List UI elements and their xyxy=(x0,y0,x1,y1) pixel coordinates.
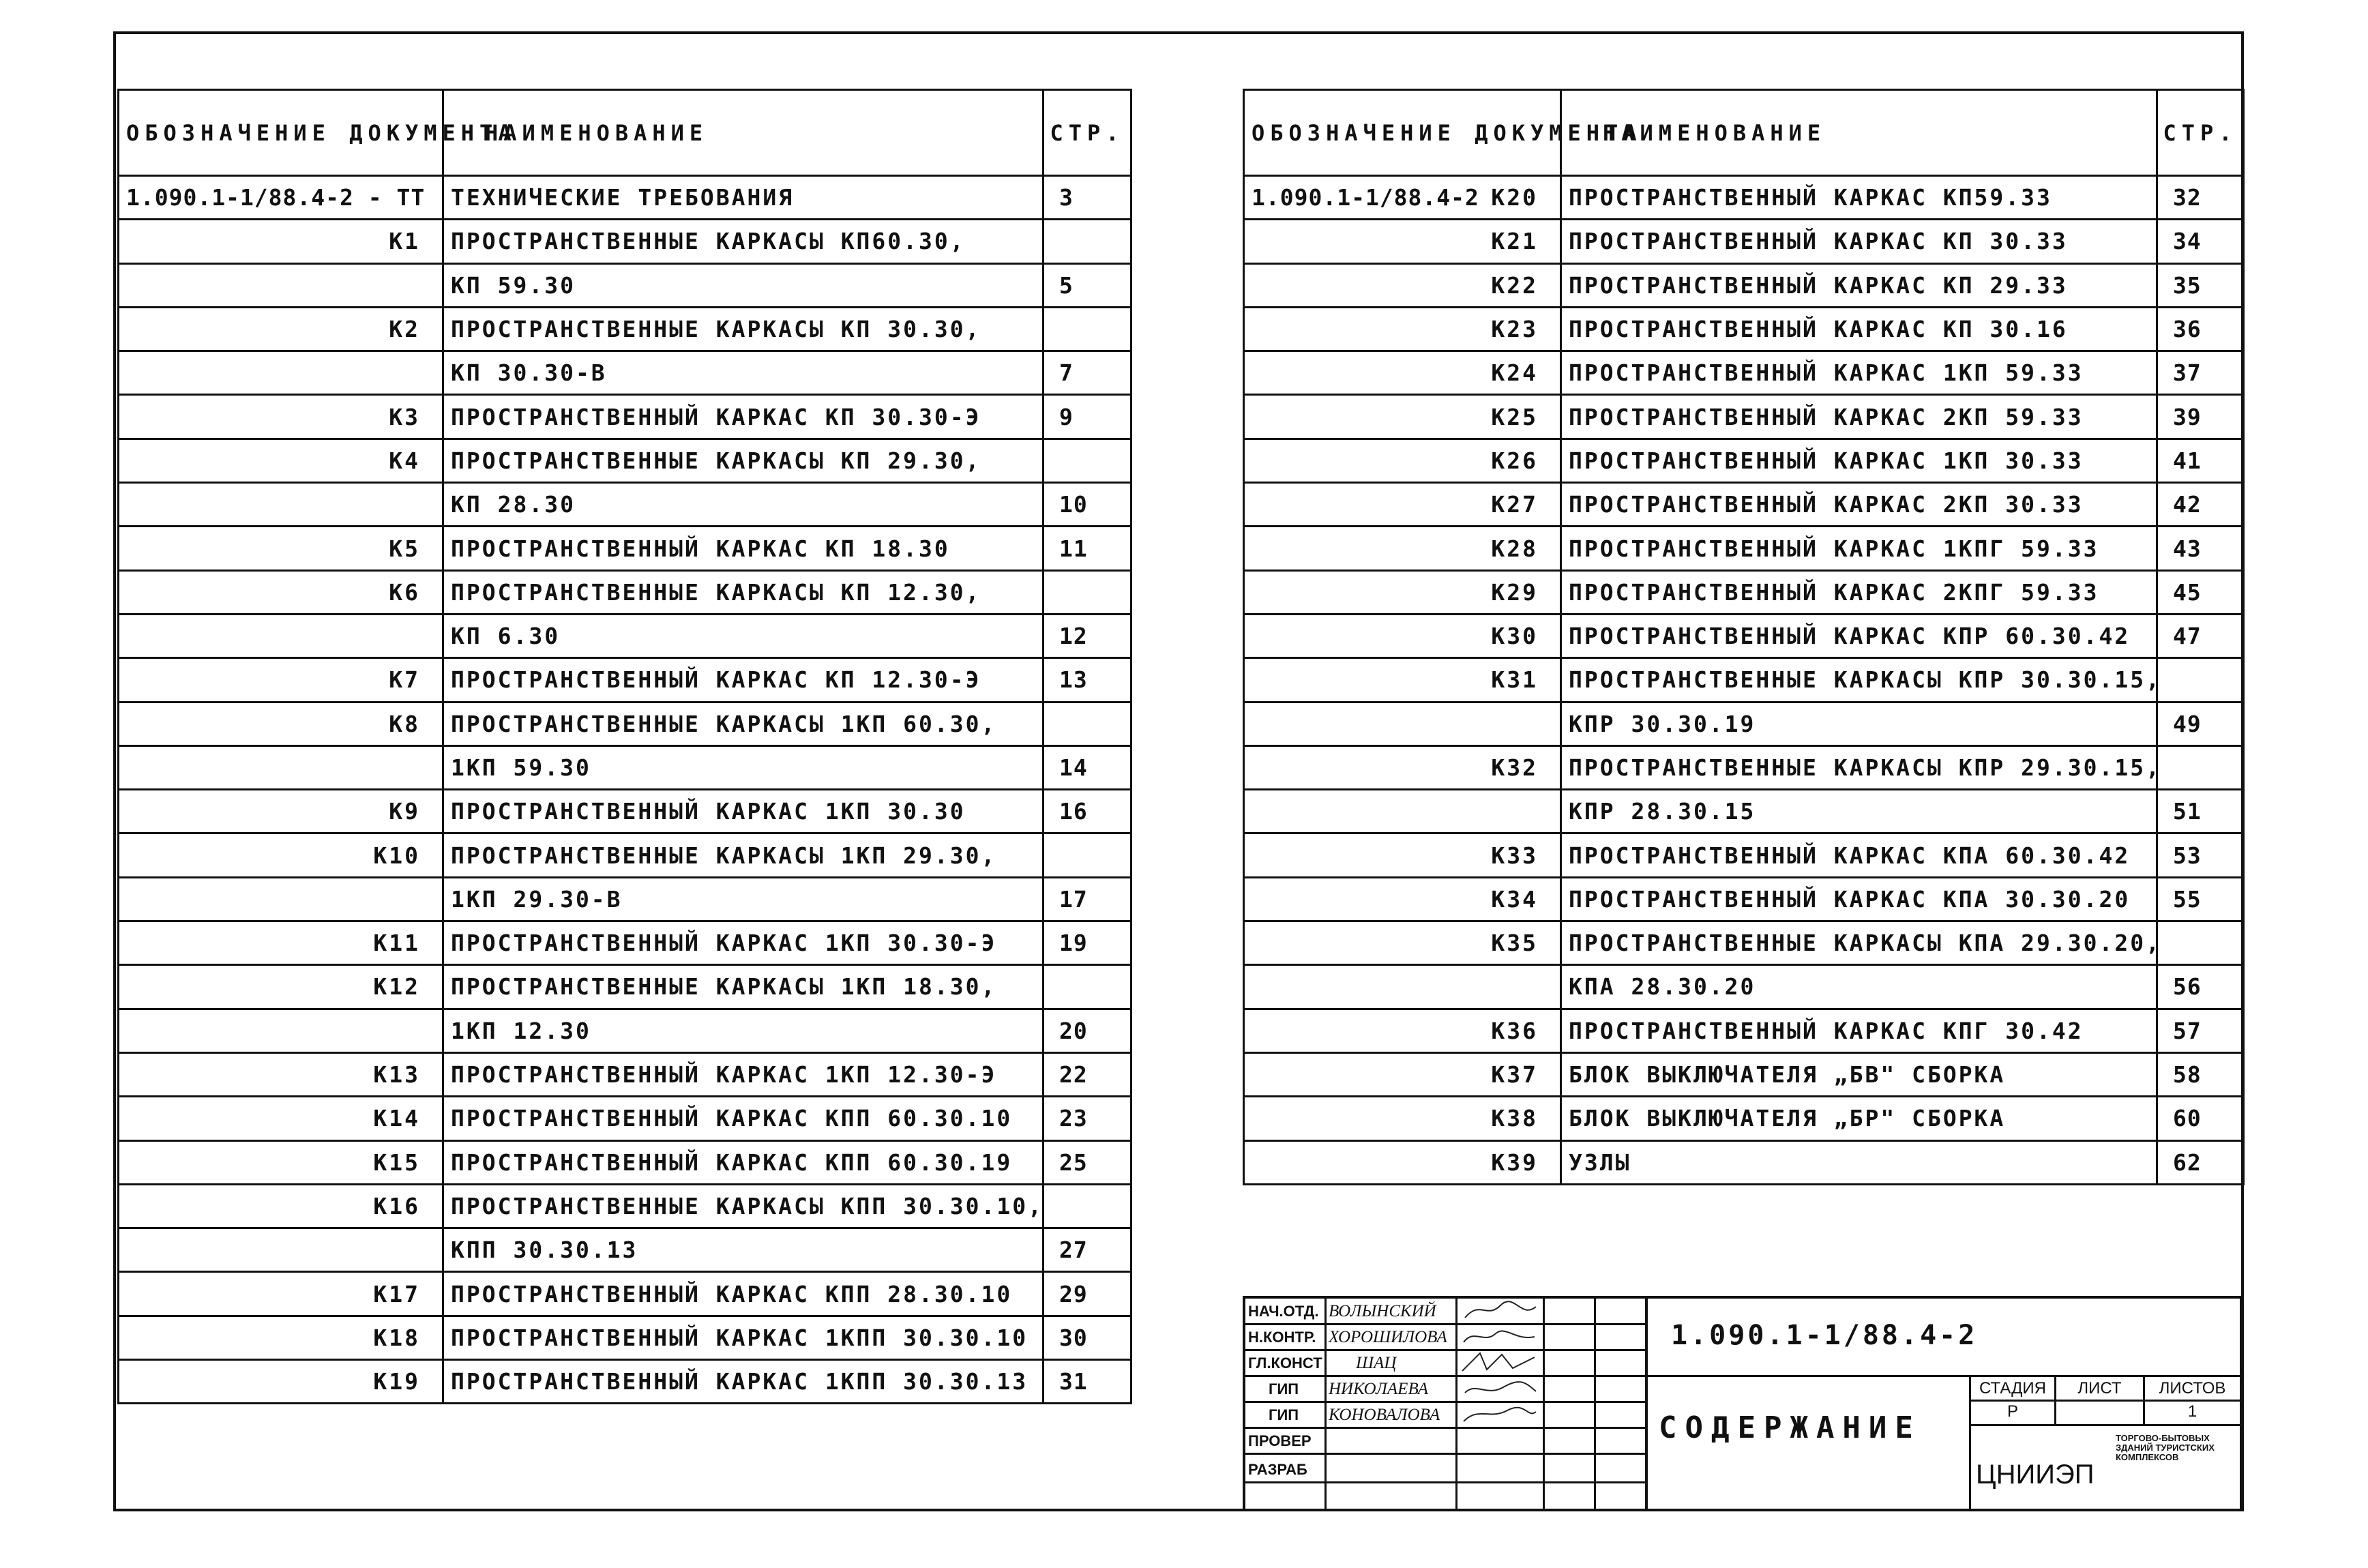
row-page: 13 xyxy=(1044,658,1131,702)
row-page xyxy=(1044,570,1131,614)
name-head-of-dept: ВОЛЫНСКИЙ xyxy=(1329,1302,1436,1320)
role-gip-2: ГИП xyxy=(1269,1406,1299,1423)
row-code: К23 xyxy=(1491,316,1538,343)
row-page: 42 xyxy=(2157,483,2244,527)
row-designation xyxy=(1244,790,1561,833)
row-code: К15 xyxy=(373,1149,420,1176)
row-page: 27 xyxy=(1044,1228,1131,1272)
row-designation xyxy=(1244,965,1561,1009)
row-name: ПРОСТРАНСТВЕННЫЙ КАРКАС КП 30.30-Э xyxy=(443,395,1044,439)
row-designation xyxy=(119,1272,443,1316)
table-row xyxy=(1244,439,2244,482)
row-designation xyxy=(119,176,443,220)
row-page: 25 xyxy=(1044,1140,1131,1184)
table-row xyxy=(119,745,1131,789)
row-code: К5 xyxy=(389,535,420,562)
row-name: ПРОСТРАНСТВЕННЫЙ КАРКАС КПП 28.30.10 xyxy=(443,1272,1044,1316)
row-name: ПРОСТРАНСТВЕННЫЙ КАРКАС КП 30.16 xyxy=(1561,307,2157,351)
row-name: ПРОСТРАНСТВЕННЫЙ КАРКАС КПР 60.30.42 xyxy=(1561,614,2157,657)
row-designation xyxy=(119,790,443,833)
table-row xyxy=(119,439,1131,482)
row-designation xyxy=(119,395,443,439)
row-code: К19 xyxy=(373,1368,420,1395)
row-page: 3 xyxy=(1044,176,1131,220)
row-name: ПРОСТРАНСТВЕННЫЙ КАРКАС 1КП 30.33 xyxy=(1561,439,2157,482)
row-code: К36 xyxy=(1491,1017,1538,1044)
table-row xyxy=(1244,395,2244,439)
row-designation xyxy=(119,921,443,965)
table-row xyxy=(119,877,1131,921)
row-designation xyxy=(119,570,443,614)
row-name: ПРОСТРАНСТВЕННЫЕ КАРКАСЫ 1КП 18.30, xyxy=(443,965,1044,1009)
row-designation xyxy=(1244,351,1561,395)
sheet-title: СОДЕРЖАНИЕ xyxy=(1659,1410,1921,1445)
row-name: ПРОСТРАНСТВЕННЫЙ КАРКАС КП 30.33 xyxy=(1561,220,2157,263)
row-name: ПРОСТРАНСТВЕННЫЕ КАРКАСЫ КП60.30, xyxy=(443,220,1044,263)
row-name: ПРОСТРАНСТВЕННЫЙ КАРКАС КПП 60.30.10 xyxy=(443,1097,1044,1140)
row-designation xyxy=(119,877,443,921)
table-row xyxy=(1244,877,2244,921)
row-name: ПРОСТРАНСТВЕННЫЙ КАРКАС 1КПГ 59.33 xyxy=(1561,527,2157,570)
table-row xyxy=(1244,702,2244,745)
row-page: 41 xyxy=(2157,439,2244,482)
row-designation xyxy=(1244,1140,1561,1184)
row-designation xyxy=(1244,921,1561,965)
row-page xyxy=(2157,921,2244,965)
row-page: 12 xyxy=(1044,614,1131,657)
row-designation xyxy=(1244,658,1561,702)
row-designation xyxy=(119,745,443,789)
table-row xyxy=(1244,658,2244,702)
table-row xyxy=(119,1316,1131,1359)
row-code: К13 xyxy=(373,1061,420,1089)
row-page xyxy=(1044,307,1131,351)
row-code: К9 xyxy=(389,798,420,825)
row-page: 56 xyxy=(2157,965,2244,1009)
row-code: К32 xyxy=(1491,754,1538,781)
row-page: 35 xyxy=(2157,263,2244,307)
table-row xyxy=(119,483,1131,527)
row-name: ПРОСТРАНСТВЕННЫЙ КАРКАС 1КП 30.30-Э xyxy=(443,921,1044,965)
row-name: ПРОСТРАНСТВЕННЫЙ КАРКАС 2КП 30.33 xyxy=(1561,483,2157,527)
row-page: 19 xyxy=(1044,921,1131,965)
row-designation xyxy=(119,1360,443,1404)
row-page xyxy=(1044,965,1131,1009)
name-norm-control: ХОРОШИЛОВА xyxy=(1329,1328,1447,1346)
row-designation xyxy=(119,1140,443,1184)
row-designation xyxy=(119,483,443,527)
sheet-label: ЛИСТ xyxy=(2077,1379,2122,1397)
row-page: 9 xyxy=(1044,395,1131,439)
row-name: УЗЛЫ xyxy=(1561,1140,2157,1184)
row-page xyxy=(2157,658,2244,702)
row-code: К17 xyxy=(373,1280,420,1307)
row-document-number: 1.090.1-1/88.4-2 - ТТ xyxy=(126,184,426,211)
table-row xyxy=(1244,220,2244,263)
row-page: 22 xyxy=(1044,1052,1131,1096)
row-code: К18 xyxy=(373,1324,420,1351)
row-page: 31 xyxy=(1044,1360,1131,1404)
row-designation xyxy=(119,307,443,351)
row-code: К26 xyxy=(1491,447,1538,474)
row-designation xyxy=(119,658,443,702)
table-row xyxy=(1244,176,2244,220)
row-page xyxy=(1044,1184,1131,1228)
table-row xyxy=(1244,1140,2244,1184)
stage-value: Р xyxy=(2007,1402,2018,1421)
row-name: ПРОСТРАНСТВЕННЫЙ КАРКАС 1КПП 30.30.13 xyxy=(443,1360,1044,1404)
row-name: 1КП 12.30 xyxy=(443,1009,1044,1052)
row-designation xyxy=(119,1228,443,1272)
row-name: ПРОСТРАНСТВЕННЫЙ КАРКАС 1КП 59.33 xyxy=(1561,351,2157,395)
row-code: К6 xyxy=(389,578,420,606)
row-designation xyxy=(119,965,443,1009)
role-developed: РАЗРАБ xyxy=(1248,1461,1307,1478)
row-page xyxy=(1044,439,1131,482)
table-row xyxy=(1244,1097,2244,1140)
row-designation xyxy=(119,351,443,395)
row-designation xyxy=(1244,745,1561,789)
table-row xyxy=(119,702,1131,745)
row-name: ПРОСТРАНСТВЕННЫЙ КАРКАС КП 18.30 xyxy=(443,527,1044,570)
row-name: ПРОСТРАНСТВЕННЫЙ КАРКАС КПГ 30.42 xyxy=(1561,1009,2157,1052)
row-page xyxy=(1044,833,1131,877)
row-code: К8 xyxy=(389,710,420,737)
row-code: К37 xyxy=(1491,1061,1538,1089)
row-name: ПРОСТРАНСТВЕННЫЙ КАРКАС КП 12.30-Э xyxy=(443,658,1044,702)
table-row xyxy=(1244,351,2244,395)
row-page: 62 xyxy=(2157,1140,2244,1184)
table-row xyxy=(1244,833,2244,877)
table-row xyxy=(119,1228,1131,1272)
header-name: НАИМЕНОВАНИЕ xyxy=(443,90,1044,176)
row-designation xyxy=(1244,1009,1561,1052)
table-row xyxy=(1244,527,2244,570)
row-designation xyxy=(1244,527,1561,570)
row-name: ПРОСТРАНСТВЕННЫЙ КАРКАС 1КП 30.30 xyxy=(443,790,1044,833)
row-designation xyxy=(119,527,443,570)
row-page xyxy=(1044,702,1131,745)
row-page: 34 xyxy=(2157,220,2244,263)
row-designation xyxy=(119,1316,443,1359)
row-name: КПР 28.30.15 xyxy=(1561,790,2157,833)
row-name: ПРОСТРАНСТВЕННЫЙ КАРКАС 1КП 12.30-Э xyxy=(443,1052,1044,1096)
row-page: 57 xyxy=(2157,1009,2244,1052)
table-row xyxy=(1244,965,2244,1009)
table-row xyxy=(119,220,1131,263)
row-code: К21 xyxy=(1491,228,1538,255)
row-designation xyxy=(119,263,443,307)
row-code: К2 xyxy=(389,316,420,343)
row-name: ПРОСТРАНСТВЕННЫЙ КАРКАС КП59.33 xyxy=(1561,176,2157,220)
row-page: 17 xyxy=(1044,877,1131,921)
row-name: КП 59.30 xyxy=(443,263,1044,307)
row-name: КП 28.30 xyxy=(443,483,1044,527)
table-row xyxy=(119,1052,1131,1096)
signature-5 xyxy=(1460,1402,1540,1425)
table-row xyxy=(119,307,1131,351)
contents-table-right xyxy=(1243,89,2245,1185)
signature-2 xyxy=(1460,1325,1540,1348)
row-page: 39 xyxy=(2157,395,2244,439)
row-code: К39 xyxy=(1491,1149,1538,1176)
row-name: БЛОК ВЫКЛЮЧАТЕЛЯ „БР" СБОРКА xyxy=(1561,1097,2157,1140)
row-name: ТЕХНИЧЕСКИЕ ТРЕБОВАНИЯ xyxy=(443,176,1044,220)
row-name: 1КП 59.30 xyxy=(443,745,1044,789)
row-code: К29 xyxy=(1491,578,1538,606)
table-row xyxy=(1244,745,2244,789)
row-designation xyxy=(1244,307,1561,351)
row-name: КПА 28.30.20 xyxy=(1561,965,2157,1009)
table-row xyxy=(119,658,1131,702)
contents-table-left xyxy=(117,89,1132,1404)
table-row xyxy=(119,965,1131,1009)
row-code: К16 xyxy=(373,1192,420,1219)
row-name: КП 30.30-В xyxy=(443,351,1044,395)
row-name: ПРОСТРАНСТВЕННЫЕ КАРКАСЫ КПА 29.30.20, xyxy=(1561,921,2157,965)
row-designation xyxy=(1244,483,1561,527)
row-name: 1КП 29.30-В xyxy=(443,877,1044,921)
role-head-of-dept: НАЧ.ОТД. xyxy=(1248,1303,1319,1320)
row-designation xyxy=(1244,614,1561,657)
row-page: 11 xyxy=(1044,527,1131,570)
row-code: К4 xyxy=(389,447,420,474)
table-row xyxy=(1244,1009,2244,1052)
row-page: 23 xyxy=(1044,1097,1131,1140)
table-row xyxy=(119,1009,1131,1052)
row-designation xyxy=(119,1184,443,1228)
row-page: 43 xyxy=(2157,527,2244,570)
row-designation xyxy=(119,614,443,657)
row-page: 36 xyxy=(2157,307,2244,351)
row-name: ПРОСТРАНСТВЕННЫЙ КАРКАС КПП 60.30.19 xyxy=(443,1140,1044,1184)
row-designation xyxy=(1244,570,1561,614)
name-gip-2: КОНОВАЛОВА xyxy=(1329,1406,1440,1424)
row-code: К33 xyxy=(1491,842,1538,869)
role-norm-control: Н.КОНТР. xyxy=(1248,1329,1316,1346)
table-row xyxy=(119,351,1131,395)
row-page: 47 xyxy=(2157,614,2244,657)
row-name: ПРОСТРАНСТВЕННЫЙ КАРКАС 2КПГ 59.33 xyxy=(1561,570,2157,614)
row-name: ПРОСТРАНСТВЕННЫЕ КАРКАСЫ КП 12.30, xyxy=(443,570,1044,614)
row-page: 16 xyxy=(1044,790,1131,833)
table-row xyxy=(119,921,1131,965)
row-designation xyxy=(1244,1097,1561,1140)
table-row xyxy=(119,176,1131,220)
row-designation xyxy=(119,439,443,482)
signature-3 xyxy=(1460,1350,1540,1374)
organization-name: ЦНИИЭП xyxy=(1976,1460,2095,1490)
row-designation xyxy=(119,1097,443,1140)
table-row xyxy=(119,1140,1131,1184)
table-row xyxy=(119,1184,1131,1228)
table-row xyxy=(1244,570,2244,614)
row-name: ПРОСТРАНСТВЕННЫЕ КАРКАСЫ КПР 30.30.15, xyxy=(1561,658,2157,702)
role-chief-constructor: ГЛ.КОНСТ xyxy=(1248,1355,1322,1372)
header-designation: ОБОЗНАЧЕНИЕ ДОКУМЕНТА xyxy=(119,90,443,176)
row-page: 51 xyxy=(2157,790,2244,833)
header-page: СТР. xyxy=(1044,90,1131,176)
row-page: 29 xyxy=(1044,1272,1131,1316)
row-code: К28 xyxy=(1491,535,1538,562)
table-row xyxy=(1244,614,2244,657)
row-code: К30 xyxy=(1491,623,1538,650)
row-code: К27 xyxy=(1491,491,1538,518)
row-code: К22 xyxy=(1491,271,1538,299)
name-gip-1: НИКОЛАЕВА xyxy=(1329,1380,1429,1398)
organization-note: ТОРГОВО-БЫТОВЫХ ЗДАНИЙ ТУРИСТСКИХ КОМПЛЕКСОВ xyxy=(2116,1433,2215,1462)
header-page: СТР. xyxy=(2157,90,2244,176)
row-name: КП 6.30 xyxy=(443,614,1044,657)
document-designation: 1.090.1-1/88.4-2 xyxy=(1671,1320,1978,1351)
row-code: К7 xyxy=(389,666,420,694)
header-designation: ОБОЗНАЧЕНИЕ ДОКУМЕНТА xyxy=(1244,90,1561,176)
row-designation xyxy=(119,220,443,263)
row-name: ПРОСТРАНСТВЕННЫЙ КАРКАС 2КП 59.33 xyxy=(1561,395,2157,439)
table-row xyxy=(1244,1052,2244,1096)
row-page: 14 xyxy=(1044,745,1131,789)
row-code: К14 xyxy=(373,1105,420,1132)
table-row xyxy=(119,527,1131,570)
row-code: К1 xyxy=(389,228,420,255)
table-row xyxy=(1244,483,2244,527)
signature-1 xyxy=(1460,1299,1540,1322)
signature-4 xyxy=(1460,1376,1540,1400)
row-designation xyxy=(1244,395,1561,439)
row-code: К12 xyxy=(373,973,420,1001)
row-name: ПРОСТРАНСТВЕННЫЕ КАРКАСЫ КП 30.30, xyxy=(443,307,1044,351)
row-page: 10 xyxy=(1044,483,1131,527)
row-page: 7 xyxy=(1044,351,1131,395)
row-name: ПРОСТРАНСТВЕННЫЙ КАРКАС КП 29.33 xyxy=(1561,263,2157,307)
table-row xyxy=(119,790,1131,833)
row-designation xyxy=(1244,877,1561,921)
role-gip-1: ГИП xyxy=(1269,1380,1299,1397)
table-row xyxy=(1244,263,2244,307)
row-designation xyxy=(119,833,443,877)
row-code: К3 xyxy=(389,403,420,430)
row-name: КПП 30.30.13 xyxy=(443,1228,1044,1272)
table-row xyxy=(1244,790,2244,833)
row-designation xyxy=(119,702,443,745)
row-code: К35 xyxy=(1491,930,1538,957)
row-code: К11 xyxy=(373,930,420,957)
row-name: ПРОСТРАНСТВЕННЫЙ КАРКАС КПА 60.30.42 xyxy=(1561,833,2157,877)
row-code: К25 xyxy=(1491,403,1538,430)
row-name: БЛОК ВЫКЛЮЧАТЕЛЯ „БВ" СБОРКА xyxy=(1561,1052,2157,1096)
row-name: ПРОСТРАНСТВЕННЫЙ КАРКАС КПА 30.30.20 xyxy=(1561,877,2157,921)
title-block xyxy=(1243,1296,2243,1511)
row-document-number: 1.090.1-1/88.4-2 xyxy=(1252,184,1479,211)
name-chief-constructor: ШАЦ xyxy=(1356,1354,1397,1372)
row-page: 5 xyxy=(1044,263,1131,307)
row-code: К34 xyxy=(1491,885,1538,913)
row-page: 53 xyxy=(2157,833,2244,877)
row-designation xyxy=(1244,1052,1561,1096)
table-header xyxy=(1244,90,2244,176)
sheet-value: 1 xyxy=(2187,1402,2197,1421)
row-page: 60 xyxy=(2157,1097,2244,1140)
header-name: НАИМЕНОВАНИЕ xyxy=(1561,90,2157,176)
row-code: К31 xyxy=(1491,666,1538,694)
row-name: КПР 30.30.19 xyxy=(1561,702,2157,745)
row-name: ПРОСТРАНСТВЕННЫЙ КАРКАС 1КПП 30.30.10 xyxy=(443,1316,1044,1359)
row-designation xyxy=(119,1009,443,1052)
row-designation xyxy=(1244,833,1561,877)
stage-label: СТАДИЯ xyxy=(1979,1379,2047,1397)
row-page xyxy=(1044,220,1131,263)
row-code: К38 xyxy=(1491,1105,1538,1132)
row-page: 30 xyxy=(1044,1316,1131,1359)
sheets-label: ЛИСТОВ xyxy=(2159,1379,2226,1397)
table-row xyxy=(119,395,1131,439)
row-code: К24 xyxy=(1491,359,1538,387)
row-designation xyxy=(1244,439,1561,482)
table-row xyxy=(119,833,1131,877)
row-code: К10 xyxy=(373,842,420,869)
table-row xyxy=(119,1272,1131,1316)
table-row xyxy=(119,1097,1131,1140)
table-row xyxy=(119,570,1131,614)
table-row xyxy=(119,263,1131,307)
row-page: 37 xyxy=(2157,351,2244,395)
row-name: ПРОСТРАНСТВЕННЫЕ КАРКАСЫ КП 29.30, xyxy=(443,439,1044,482)
row-page: 20 xyxy=(1044,1009,1131,1052)
row-page: 45 xyxy=(2157,570,2244,614)
row-name: ПРОСТРАНСТВЕННЫЕ КАРКАСЫ КПП 30.30.10, xyxy=(443,1184,1044,1228)
table-row xyxy=(119,1360,1131,1404)
table-row xyxy=(119,614,1131,657)
table-row xyxy=(1244,921,2244,965)
table-row xyxy=(1244,307,2244,351)
row-page: 58 xyxy=(2157,1052,2244,1096)
row-page: 32 xyxy=(2157,176,2244,220)
row-code: К20 xyxy=(1491,184,1538,211)
row-page: 55 xyxy=(2157,877,2244,921)
row-name: ПРОСТРАНСТВЕННЫЕ КАРКАСЫ 1КП 60.30, xyxy=(443,702,1044,745)
row-designation xyxy=(1244,263,1561,307)
row-name: ПРОСТРАНСТВЕННЫЕ КАРКАСЫ 1КП 29.30, xyxy=(443,833,1044,877)
row-designation xyxy=(119,1052,443,1096)
table-header xyxy=(119,90,1131,176)
row-name: ПРОСТРАНСТВЕННЫЕ КАРКАСЫ КПР 29.30.15, xyxy=(1561,745,2157,789)
row-page: 49 xyxy=(2157,702,2244,745)
role-checked: ПРОВЕР xyxy=(1248,1432,1312,1449)
row-designation xyxy=(1244,702,1561,745)
row-page xyxy=(2157,745,2244,789)
row-designation xyxy=(1244,176,1561,220)
row-designation xyxy=(1244,220,1561,263)
